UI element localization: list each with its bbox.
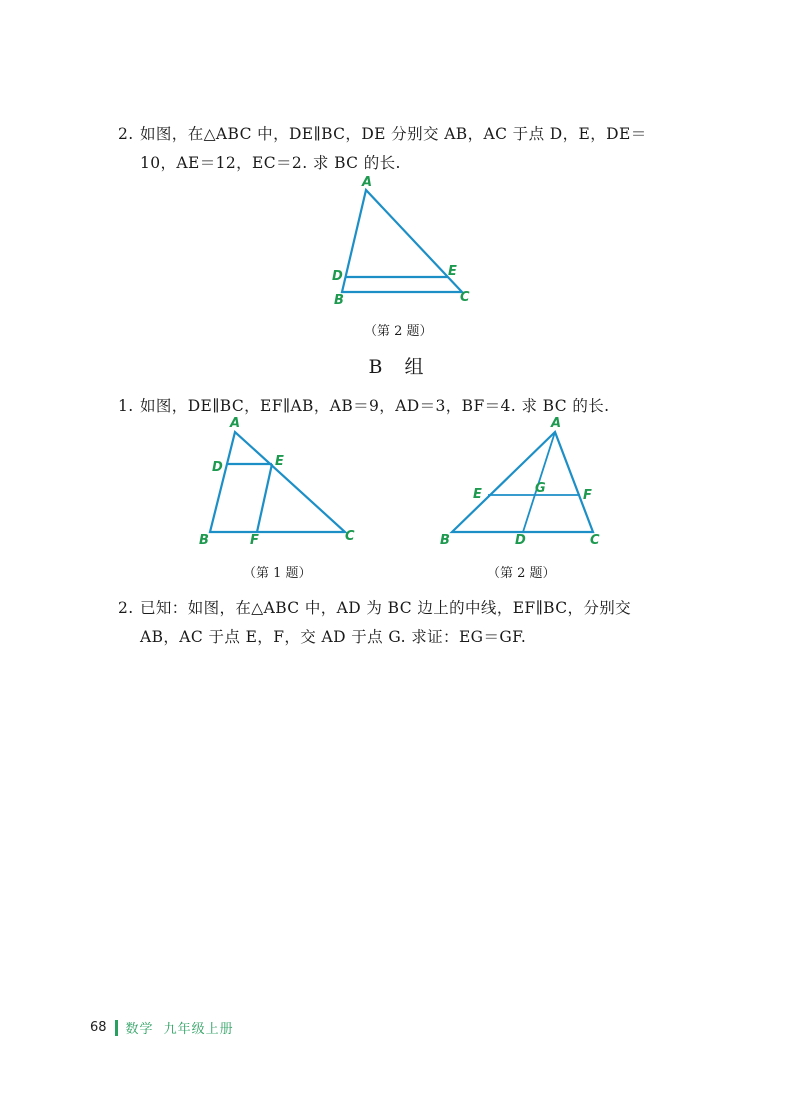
book-volume: 九年级上册 xyxy=(163,1022,234,1037)
problem-number: 1. xyxy=(118,397,134,415)
figure-triangle-a2 xyxy=(330,175,480,310)
label-g: G xyxy=(535,481,546,496)
problem-number: 2. xyxy=(118,599,134,617)
figure-caption: （第 1 题） xyxy=(243,566,312,581)
label-a: A xyxy=(362,175,373,190)
label-d: D xyxy=(332,269,343,284)
footer-divider xyxy=(115,1020,118,1036)
label-f: F xyxy=(583,488,592,503)
section-title: B 组 xyxy=(368,356,432,378)
triangle-abc xyxy=(210,432,345,532)
label-e: E xyxy=(448,264,457,279)
figure-caption: （第 2 题） xyxy=(364,324,433,339)
label-b: B xyxy=(440,533,450,548)
problem-text-line2: 10，AE＝12，EC＝2. 求 BC 的长. xyxy=(140,154,401,172)
label-b: B xyxy=(199,533,209,548)
problem-text-line2: AB，AC 于点 E，F，交 AD 于点 G. 求证：EG＝GF. xyxy=(140,628,527,646)
label-e: E xyxy=(275,454,284,469)
triangle-abc xyxy=(452,432,593,532)
label-c: C xyxy=(460,290,470,305)
problem-number: 2. xyxy=(118,125,134,143)
label-a: A xyxy=(551,416,562,431)
label-d: D xyxy=(515,533,526,548)
figure-caption: （第 2 题） xyxy=(487,566,556,581)
label-e: E xyxy=(473,487,482,502)
page-footer xyxy=(90,1018,244,1037)
label-c: C xyxy=(345,529,355,544)
label-c: C xyxy=(590,533,600,548)
label-d: D xyxy=(212,460,223,475)
problem-a2 xyxy=(118,120,698,178)
problem-b2 xyxy=(118,594,698,652)
book-title xyxy=(126,1018,244,1037)
segment-ef xyxy=(257,464,272,532)
label-b: B xyxy=(334,293,344,308)
page-number: 68 xyxy=(90,1020,107,1035)
problem-text: 如图，DE∥BC，EF∥AB，AB＝9，AD＝3，BF＝4. 求 BC 的长. xyxy=(140,397,610,415)
figure-b2 xyxy=(435,415,610,550)
figure-b1 xyxy=(195,415,365,550)
label-f: F xyxy=(250,533,259,548)
label-a: A xyxy=(230,416,241,431)
problem-text-line1: 已知：如图，在△ABC 中，AD 为 BC 边上的中线，EF∥BC，分别交 xyxy=(140,599,632,617)
book-subject: 数学 xyxy=(125,1022,154,1037)
problem-text-line1: 如图，在△ABC 中，DE∥BC，DE 分别交 AB，AC 于点 D，E，DE＝ xyxy=(140,125,647,143)
